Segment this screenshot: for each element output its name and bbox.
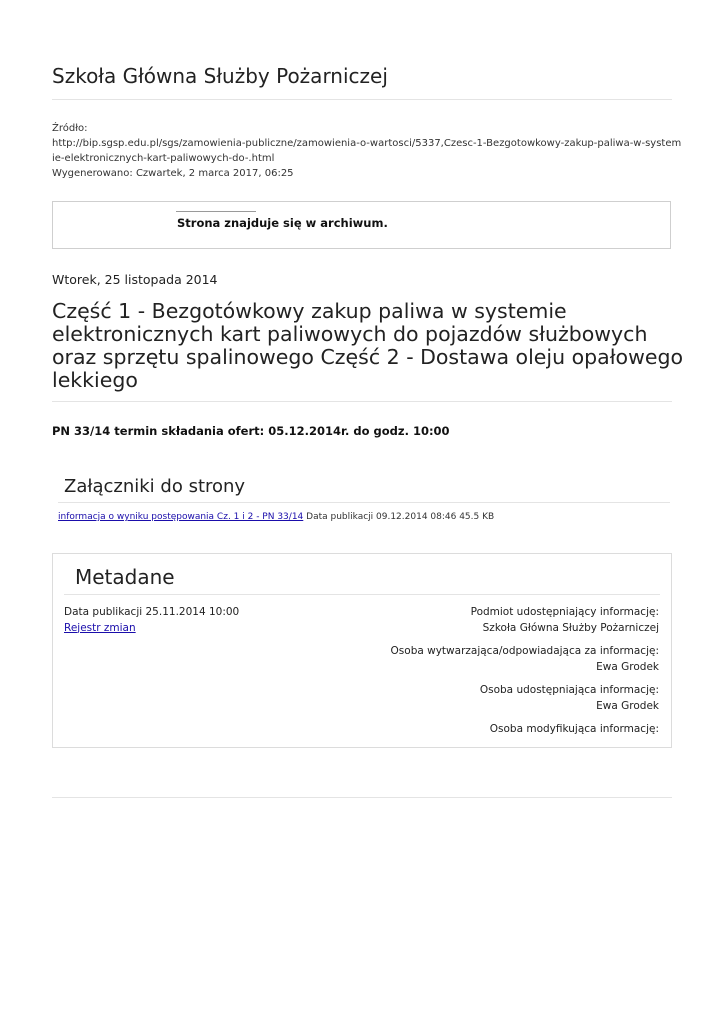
provider-group [391,605,659,636]
author-value: Ewa Grodek [596,660,659,673]
metadata-left-column [64,605,239,636]
source-url-line-2: ie-elektronicznych-kart-paliwowych-do-.html [52,153,275,164]
archive-rule [176,211,256,212]
changes-register-link[interactable]: Rejestr zmian [64,621,136,634]
archive-notice: Strona znajduje się w archiwum. [177,216,388,230]
publisher-label: Osoba udostępniająca informację: [479,684,659,696]
attachment-link[interactable]: informacja o wyniku postępowania Cz. 1 i 2 - PN 33/14 [58,512,304,522]
source-url-line-1: http://bip.sgsp.edu.pl/sgs/zamowienia-publiczne/zamowienia-o-wartosci/5337,Czesc-1-Bezgotowkowy-zakup-paliwa-w-system [52,138,682,149]
author-group [391,644,659,675]
publisher-value: Ewa Grodek [596,699,659,712]
metadata-published: Data publikacji 25.11.2014 10:00 [64,606,240,618]
attachment-item [58,512,494,522]
provider-value: Szkoła Główna Służby Pożarniczej [482,621,659,634]
site-title: Szkoła Główna Służby Pożarniczej [52,64,388,88]
title-divider [52,401,672,402]
attachments-heading: Załączniki do strony [64,476,246,497]
source-label: Źródło: [52,123,88,134]
provider-label: Podmiot udostępniający informację: [470,606,659,618]
generated-timestamp: Wygenerowano: Czwartek, 2 marca 2017, 06:25 [52,168,294,179]
metadata-heading: Metadane [75,565,175,589]
metadata-right-column [391,605,659,746]
article-date: Wtorek, 25 listopada 2014 [52,272,218,287]
publisher-group [391,683,659,714]
tender-notice: PN 33/14 termin składania ofert: 05.12.2014r. do godz. 10:00 [52,424,450,438]
modifier-group [391,722,659,738]
article-title: Część 1 - Bezgotówkowy zakup paliwa w systemie elektronicznych kart paliwowych do pojazdów służbowych oraz sprzętu spalinowego Część 2 - Dostawa oleju opałowego lekkiego [52,299,684,392]
attachments-divider [58,502,670,503]
attachment-info: Data publikacji 09.12.2014 08:46 45.5 KB [306,512,495,522]
footer-divider [52,797,672,798]
metadata-divider [64,594,660,595]
header-divider [52,99,672,100]
source-info [52,121,682,181]
modifier-label: Osoba modyfikująca informację: [489,723,659,735]
author-label: Osoba wytwarzająca/odpowiadająca za informację: [390,645,659,657]
